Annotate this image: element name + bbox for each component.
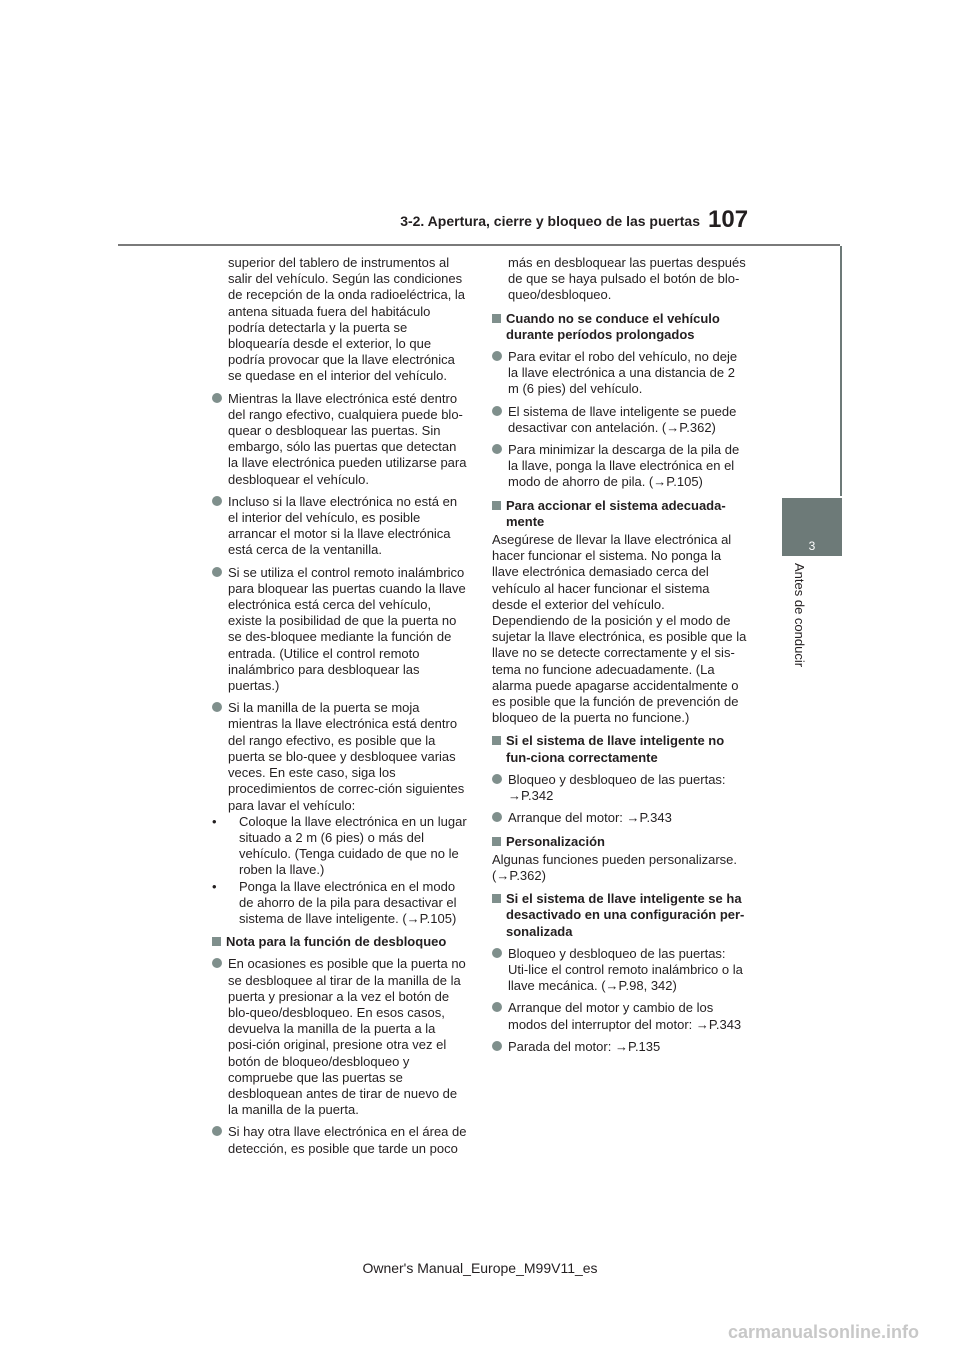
heading-square-icon [212, 937, 221, 946]
side-tab-rule [840, 246, 842, 496]
right-column [492, 255, 747, 1055]
bullet-dot-icon [492, 812, 502, 822]
list-item: Mientras la llave electrónica esté dentro del rango efectivo, cualquiera puede blo-quear o desbloquear las puertas. Sin embargo, sólo las puertas que detectan la llave electrónica pueden utilizarse para desbloquear el vehículo. [212, 391, 467, 488]
heading-square-icon [492, 736, 501, 745]
subsection-heading: Para accionar el sistema adecuada-mente [492, 498, 747, 530]
left-column [212, 255, 467, 1157]
heading-square-icon [492, 894, 501, 903]
section-title: 3-2. Apertura, cierre y bloqueo de las puertas [400, 213, 700, 229]
list-item: Incluso si la llave electrónica no está en el interior del vehículo, es posible arrancar el motor si la llave electrónica está cerca de la ventanilla. [212, 494, 467, 559]
chapter-tab [782, 498, 842, 556]
bullet-dot-icon [212, 496, 222, 506]
page-number: 107 [708, 206, 749, 233]
list-item: Arranque del motor y cambio de los modos del interruptor del motor: →P.343 [492, 1000, 747, 1032]
subsection-heading: Si el sistema de llave inteligente se ha desactivado en una configuración per-sonalizada [492, 891, 747, 940]
paragraph: Asegúrese de llevar la llave electrónica al hacer funcionar el sistema. No ponga la llave electrónica demasiado cerca del vehículo al hacer funcionar el sistema desde el exterior del vehículo. [492, 532, 732, 612]
sub-list-item: • Ponga la llave electrónica en el modo de ahorro de la pila para desactivar el sistema de llave inteligente. (→P.105) [212, 878, 457, 926]
footer-text: Owner's Manual_Europe_M99V11_es [362, 1260, 598, 1276]
header-divider [118, 244, 840, 246]
bullet-dot-icon [212, 1126, 222, 1136]
bullet-dot-icon [212, 958, 222, 968]
heading-square-icon [492, 314, 501, 323]
watermark: carmanualsonline.info [728, 1322, 920, 1342]
bullet-dot-icon [492, 1002, 502, 1012]
list-item: Arranque del motor: →P.343 [492, 810, 747, 826]
bullet-dot-icon [492, 774, 502, 784]
bullet-dot-icon [492, 948, 502, 958]
subsection-heading: Cuando no se conduce el vehículo durante períodos prolongados [492, 311, 747, 343]
list-item: Parada del motor: →P.135 [492, 1039, 747, 1055]
bullet-dot-icon [212, 393, 222, 403]
list-item: Para evitar el robo del vehículo, no deje la llave electrónica a una distancia de 2 m (6 pies) del vehículo. [492, 349, 747, 398]
continued-paragraph: más en desbloquear las puertas después de que se haya pulsado el botón de blo-queo/desbloqueo. [508, 255, 746, 303]
list-item: Bloqueo y desbloqueo de las puertas: →P.342 [492, 772, 747, 804]
list-item: En ocasiones es posible que la puerta no se desbloquee al tirar de la manilla de la puerta y presionar a la vez el botón de blo-queo/desbloqueo. En esos casos, devuelva la manilla de la puerta a la posi-ción original, presione otra vez el botón de bloqueo/desbloqueo y compruebe que las puertas se desbloquean antes de tirar de nuevo de la manilla de la puerta. [212, 956, 467, 1118]
chapter-number: 3 [808, 539, 816, 553]
list-item: Bloqueo y desbloqueo de las puertas: Uti-lice el control remoto inalámbrico o la llave mecánica. (→P.98, 342) [492, 946, 747, 995]
sub-list-item: • Coloque la llave electrónica en un lugar situado a 2 m (6 pies) o más del vehículo. (Tenga cuidado de que no le roben la llave.) [212, 813, 467, 878]
list-item: Si la manilla de la puerta se moja mientras la llave electrónica está dentro del rango efectivo, es posible que la puerta se blo-quee y desbloquee varias veces. En este caso, siga los procedimientos de correc-ción siguientes para lavar el vehículo: • Coloque la llave electrónica en un lugar situado a 2 m (6 pies) o más del vehículo. (Tenga cuidado de que no le roben la llave.) • Ponga la llave electrónica en el modo de ahorro de la pila para desactivar el sistema de llave inteligente. (→P.105) [212, 700, 467, 926]
bullet-dot-icon [212, 567, 222, 577]
list-item: El sistema de llave inteligente se puede desactivar con antelación. (→P.362) [492, 404, 747, 436]
bullet-dot-icon [212, 702, 222, 712]
chapter-label: Antes de conducir [792, 563, 807, 668]
bullet-dot-icon [492, 351, 502, 361]
heading-square-icon [492, 837, 501, 846]
subsection-heading: Nota para la función de desbloqueo [212, 934, 467, 950]
list-item: Si hay otra llave electrónica en el área de detección, es posible que tarde un poco [212, 1124, 467, 1156]
continued-paragraph: superior del tablero de instrumentos al salir del vehículo. Según las condiciones de recepción de la onda radioeléctrica, la antena situada fuera del habitáculo podría detectarla y la puerta se bloquearía desde el exterior, lo que podría provocar que la llave electrónica se quedase en el interior del vehículo. [228, 255, 466, 384]
list-item: Para minimizar la descarga de la pila de la llave, ponga la llave electrónica en el modo de ahorro de pila. (→P.105) [492, 442, 747, 491]
paragraph: Dependiendo de la posición y el modo de sujetar la llave electrónica, es posible que la llave no se detecte correctamente y el sis-tema no funcione adecuadamente. (La alarma puede apagarse accidentalmente o es posible que la función de prevención de bloqueo de la puerta no funcione.) [492, 613, 747, 726]
bullet-dot-icon [492, 444, 502, 454]
bullet-dot-icon [492, 406, 502, 416]
subsection-heading: Si el sistema de llave inteligente no fun-ciona correctamente [492, 733, 747, 765]
list-item: Si se utiliza el control remoto inalámbrico para bloquear las puertas cuando la llave electrónica está cerca del vehículo, existe la posibilidad de que la puerta no se des-bloquee mediante la función de entrada. (Utilice el control remoto inalámbrico para desbloquear las puertas.) [212, 565, 467, 695]
bullet-dot-icon [492, 1041, 502, 1051]
subsection-heading: Personalización [492, 834, 747, 850]
heading-square-icon [492, 501, 501, 510]
paragraph: Algunas funciones pueden personalizarse. (→P.362) [492, 851, 738, 883]
